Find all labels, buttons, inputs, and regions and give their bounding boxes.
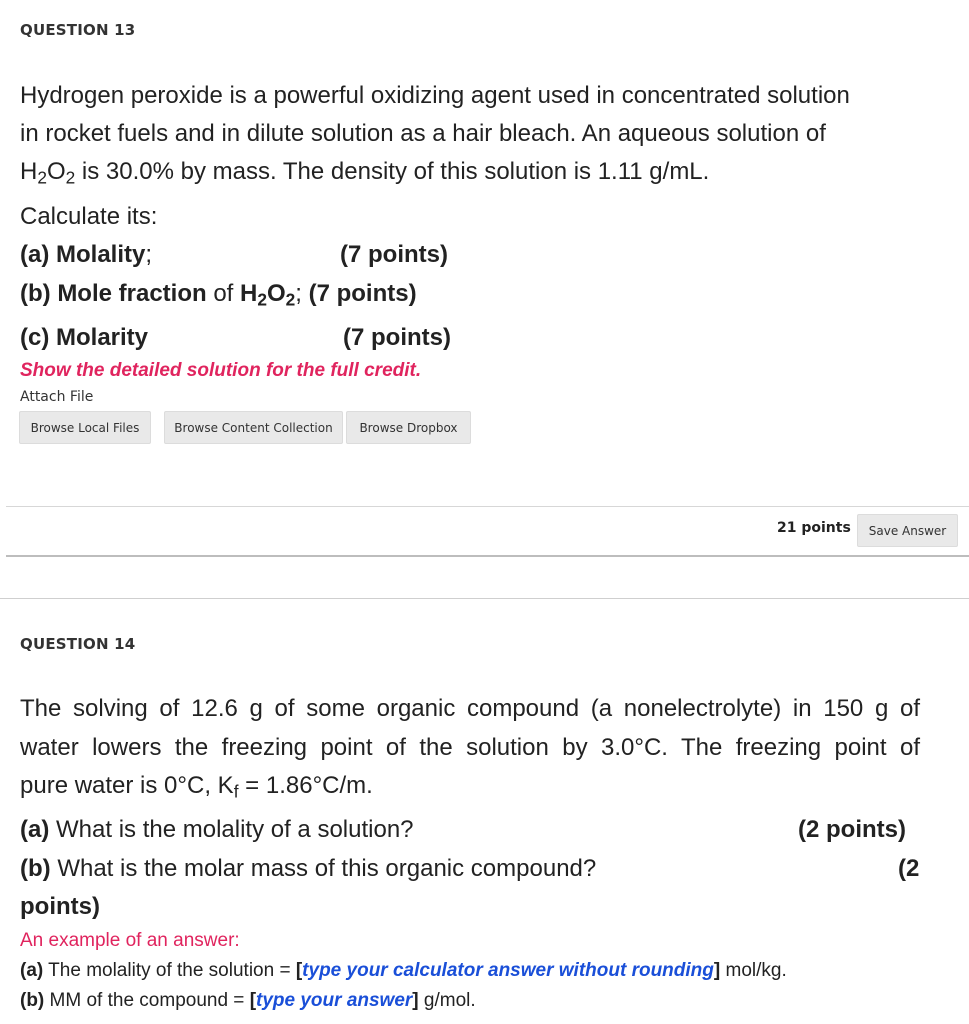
question-14-heading: QUESTION 14	[20, 635, 136, 653]
browse-content-collection-button[interactable]: Browse Content Collection	[164, 411, 343, 444]
q14-text-line-2: water lowers the freezing point of the solution by 3.0°C. The freezing point of	[20, 734, 920, 761]
attach-file-label: Attach File	[20, 389, 94, 405]
question-13-total-points: 21 points	[777, 520, 851, 536]
q14-text-line-1: The solving of 12.6 g of some organic compound (a nonelectrolyte) in 150 g of	[20, 695, 920, 722]
part-a-molality: (a) Molality;	[20, 241, 153, 268]
example-answer-a: (a) The molality of the solution = [type your calculator answer without rounding] mol/kg.	[20, 960, 787, 981]
q14-part-b-points-close: points)	[20, 893, 100, 920]
question-13-heading: QUESTION 13	[20, 21, 136, 39]
credit-note: Show the detailed solution for the full credit.	[20, 360, 422, 381]
q14-part-b-points-open: (2	[898, 855, 920, 882]
q14-part-a: (a) What is the molality of a solution?	[20, 816, 414, 843]
example-answer-b: (b) MM of the compound = [type your answer] g/mol.	[20, 990, 476, 1011]
q14-text-line-3: pure water is 0°C, $K_f = 1.86^\circ C/m$.	[20, 772, 373, 802]
browse-local-files-button[interactable]: Browse Local Files	[19, 411, 151, 444]
part-c-molarity: (c) Molarity	[20, 324, 149, 351]
q14-part-a-points: (2 points)	[798, 816, 906, 843]
q13-text-line-3: $H_2O_2$ is 30.0% by mass. The density of this solution is 1.11 g/mL.	[20, 158, 710, 188]
part-a-points: (7 points)	[340, 241, 448, 268]
question-divider	[0, 598, 969, 599]
part-b-mole-fraction: (b) Mole fraction of $H_2O_2$; (7 points)	[20, 280, 417, 310]
q13-text-line-2: in rocket fuels and in dilute solution as a hair bleach. An aqueous solution of	[20, 120, 826, 147]
example-answer-heading: An example of an answer:	[20, 930, 240, 951]
save-answer-button[interactable]: Save Answer	[857, 514, 958, 547]
part-c-points: (7 points)	[343, 324, 451, 351]
browse-dropbox-button[interactable]: Browse Dropbox	[346, 411, 471, 444]
q13-text-line-1: Hydrogen peroxide is a powerful oxidizing agent used in concentrated solution	[20, 82, 850, 109]
calculate-label: Calculate its:	[20, 203, 158, 230]
part-b-points: (7 points)	[308, 280, 417, 307]
q14-part-b: (b) What is the molar mass of this organic compound?	[20, 855, 597, 882]
